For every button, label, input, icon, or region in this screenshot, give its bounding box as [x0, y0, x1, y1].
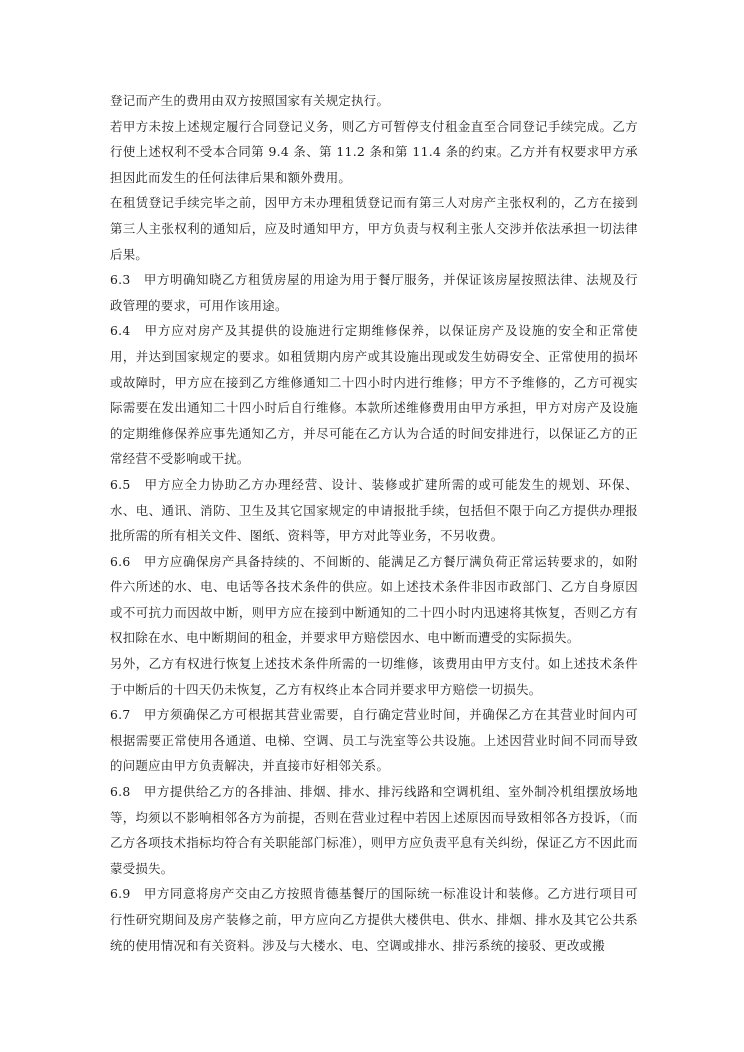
paragraph-registration-fees: 登记而产生的费用由双方按照国家有关规定执行。	[110, 93, 390, 108]
paragraph-registration-obligation: 若甲方未按上述规定履行合同登记义务，则乙方可暂停支付租金直至合同登记手续完成。乙方行使上述权利不受本合同第 9.4 条、第 11.2 条和第 11.4 条的约束。乙方并有权要求甲方承担因此而发生的任何法律后果和额外费用。	[110, 118, 638, 185]
clause-6-7: 6.7 甲方须确保乙方可根据其营业需要，自行确定营业时间，并确保乙方在其营业时间内可根据需要正常使用各通道、电梯、空调、员工与洗室等公共设施。上述因营业时间不同而导致的问题应由甲方负责解决，并直接市好相邻关系。	[110, 707, 638, 774]
paragraph-third-party-claims: 在租赁登记手续完毕之前，因甲方未办理租赁登记而有第三人对房产主张权利的，乙方在接到第三人主张权利的通知后，应及时通知甲方，甲方负责与权利主张人交涉并依法承担一切法律后果。	[110, 195, 638, 262]
clause-6-6-continued: 另外，乙方有权进行恢复上述技术条件所需的一切维修，该费用由甲方支付。如上述技术条件于中断后的十四天仍未恢复，乙方有权终止本合同并要求甲方赔偿一切损失。	[110, 656, 638, 697]
contract-body	[110, 88, 638, 958]
clause-6-3: 6.3 甲方明确知晓乙方租赁房屋的用途为用于餐厅服务，并保证该房屋按照法律、法规及行政管理的要求，可用作该用途。	[110, 272, 638, 313]
clause-6-9: 6.9 甲方同意将房产交由乙方按照肯德基餐厅的国际统一标准设计和装修。乙方进行项目可行性研究期间及房产装修之前，甲方应向乙方提供大楼供电、供水、排烟、排水及其它公共系统的使用情况和有关资料。涉及与大楼水、电、空调或排水、排污系统的接驳、更改或搬	[110, 886, 638, 953]
clause-6-8: 6.8 甲方提供给乙方的各排油、排烟、排水、排污线路和空调机组、室外制冷机组摆放场地等，均须以不影响相邻各方为前提，否则在营业过程中若因上述原因而导致相邻各方投诉，（而乙方各项技术指标均符合有关职能部门标准），则甲方应负责平息有关纠纷，保证乙方不因此而蒙受损失。	[110, 784, 638, 876]
clause-6-4: 6.4 甲方应对房产及其提供的设施进行定期维修保养，以保证房产及设施的安全和正常使用，并达到国家规定的要求。如租赁期内房产或其设施出现或发生妨碍安全、正常使用的损坏或故障时，甲方应在接到乙方维修通知二十四小时内进行维修；甲方不予维修的，乙方可视实际需要在发出通知二十四小时后自行维修。本款所述维修费用由甲方承担，甲方对房产及设施的定期维修保养应事先通知乙方，并尽可能在乙方认为合适的时间安排进行，以保证乙方的正常经营不受影响或干扰。	[110, 323, 638, 467]
clause-6-6: 6.6 甲方应确保房产具备持续的、不间断的、能满足乙方餐厅满负荷正常运转要求的，如附件六所述的水、电、电话等各技术条件的供应。如上述技术条件非因市政部门、乙方自身原因或不可抗力而因故中断，则甲方应在接到中断通知的二十四小时内迅速将其恢复，否则乙方有权扣除在水、电中断期间的租金，并要求甲方赔偿因水、电中断而遭受的实际损失。	[110, 553, 638, 646]
clause-6-5: 6.5 甲方应全力协助乙方办理经营、设计、装修或扩建所需的或可能发生的规划、环保、水、电、通讯、消防、卫生及其它国家规定的申请报批手续，包括但不限于向乙方提供办理报批所需的所有相关文件、图纸、资料等，甲方对此等业务，不另收费。	[110, 476, 638, 544]
